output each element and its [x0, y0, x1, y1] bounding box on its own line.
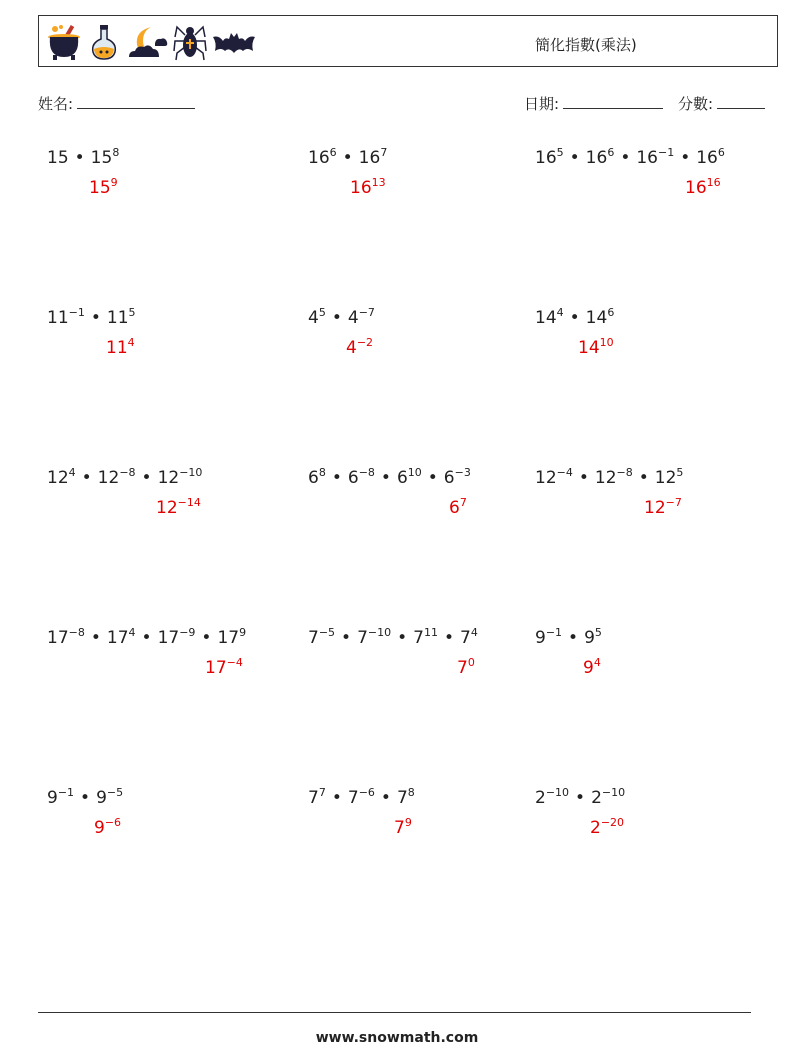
power-term: $12^{-8}$	[594, 466, 633, 488]
power-term: $17^{-4}$	[205, 656, 243, 678]
multiply-dot: •	[141, 628, 152, 648]
power-term: $6^7$	[449, 496, 467, 518]
multiply-dot: •	[342, 148, 353, 168]
power-term: $7^7$	[308, 786, 326, 808]
multiply-dot: •	[397, 628, 408, 648]
power-term: $17^9$	[217, 626, 247, 648]
problem-expression	[535, 468, 683, 488]
multiply-dot: •	[90, 628, 101, 648]
multiply-dot: •	[620, 148, 631, 168]
cauldron-icon	[45, 23, 83, 61]
power-term: $7^9$	[394, 816, 412, 838]
power-term: $9^{-5}$	[96, 786, 124, 808]
bat-icon	[211, 23, 257, 61]
power-term: $6^{-8}$	[347, 466, 375, 488]
problem-expression	[535, 788, 625, 808]
problem-expression	[535, 148, 725, 168]
power-term: $12^{-7}$	[644, 496, 682, 518]
answer-expression	[350, 178, 386, 198]
answer-expression	[94, 818, 121, 838]
power-term: $16^{16}$	[685, 176, 721, 198]
header-icons	[45, 22, 257, 62]
power-term: $14^6$	[585, 306, 615, 328]
multiply-dot: •	[380, 788, 391, 808]
answer-expression	[106, 338, 135, 358]
power-term: $12^5$	[654, 466, 684, 488]
multiply-dot: •	[331, 788, 342, 808]
power-term: $4^5$	[308, 306, 326, 328]
power-term: $9^5$	[584, 626, 602, 648]
potion-icon	[87, 23, 121, 61]
power-term: $16^6$	[585, 146, 615, 168]
power-term: $2^{-10}$	[591, 786, 626, 808]
power-term: $12^{-8}$	[97, 466, 136, 488]
multiply-dot: •	[578, 468, 589, 488]
power-term: $4^{-2}$	[346, 336, 374, 358]
answer-expression	[590, 818, 624, 838]
moon-icon	[125, 23, 169, 61]
power-term: $7^0$	[457, 656, 475, 678]
multiply-dot: •	[427, 468, 438, 488]
multiply-dot: •	[201, 628, 212, 648]
problem-expression	[308, 308, 375, 328]
date-blank[interactable]	[563, 94, 663, 109]
footer-url: www.snowmath.com	[315, 1030, 479, 1046]
multiply-dot: •	[141, 468, 152, 488]
power-term: $7^{11}$	[413, 626, 438, 648]
power-term: $17^{-9}$	[157, 626, 196, 648]
multiply-dot: •	[74, 148, 85, 168]
multiply-dot: •	[680, 148, 691, 168]
problem-expression	[47, 148, 119, 168]
date-label: 日期:	[524, 95, 560, 113]
multiply-dot: •	[81, 468, 92, 488]
answer-expression	[583, 658, 601, 678]
multiply-dot: •	[380, 468, 391, 488]
worksheet-header	[38, 15, 778, 67]
name-field[interactable]	[38, 93, 195, 114]
problem-expression	[535, 308, 614, 328]
power-term: $17^4$	[106, 626, 136, 648]
power-term: $16^7$	[358, 146, 388, 168]
power-term: 15	[47, 148, 69, 168]
multiply-dot: •	[569, 308, 580, 328]
power-term: $7^{-6}$	[347, 786, 375, 808]
power-term: $16^6$	[696, 146, 725, 168]
multiply-dot: •	[443, 628, 455, 648]
power-term: $11^4$	[106, 336, 135, 358]
power-term: $17^{-8}$	[47, 626, 85, 648]
power-term: $6^{10}$	[396, 466, 422, 488]
problem-expression	[47, 468, 202, 488]
power-term: $7^{-5}$	[308, 626, 336, 648]
multiply-dot: •	[575, 788, 586, 808]
answer-expression	[156, 498, 201, 518]
spider-icon	[173, 23, 207, 61]
multiply-dot: •	[90, 308, 101, 328]
problem-expression	[47, 628, 246, 648]
power-term: $14^4$	[535, 306, 564, 328]
power-term: $15^9$	[89, 176, 118, 198]
answer-expression	[205, 658, 243, 678]
problem-expression	[308, 468, 471, 488]
answer-expression	[449, 498, 467, 518]
power-term: $12^{-10}$	[157, 466, 203, 488]
footer-divider	[38, 1012, 751, 1013]
power-term: $6^8$	[308, 466, 326, 488]
power-term: $9^{-6}$	[94, 816, 122, 838]
power-term: $7^4$	[460, 626, 478, 648]
power-term: $9^{-1}$	[535, 626, 563, 648]
multiply-dot: •	[568, 628, 579, 648]
answer-expression	[578, 338, 614, 358]
power-term: $4^{-7}$	[347, 306, 375, 328]
date-field[interactable]	[524, 93, 663, 114]
power-term: $16^{-1}$	[636, 146, 675, 168]
power-term: $15^8$	[90, 146, 120, 168]
power-term: $12^{-4}$	[535, 466, 573, 488]
problem-expression	[308, 148, 387, 168]
power-term: $9^{-1}$	[47, 786, 75, 808]
score-blank[interactable]	[717, 94, 765, 109]
answer-expression	[394, 818, 412, 838]
multiply-dot: •	[331, 468, 342, 488]
power-term: $2^{-20}$	[590, 816, 625, 838]
answer-expression	[346, 338, 373, 358]
power-term: $2^{-10}$	[535, 786, 570, 808]
answer-expression	[644, 498, 682, 518]
power-term: $7^{-10}$	[357, 626, 392, 648]
power-term: $11^{-1}$	[47, 306, 85, 328]
problem-expression	[47, 788, 123, 808]
power-term: $16^6$	[308, 146, 337, 168]
power-term: $16^{13}$	[350, 176, 386, 198]
power-term: $12^{-14}$	[156, 496, 201, 518]
multiply-dot: •	[331, 308, 342, 328]
power-term: $11^5$	[106, 306, 136, 328]
multiply-dot: •	[341, 628, 352, 648]
answer-expression	[685, 178, 721, 198]
page-title: 簡化指數(乘法)	[535, 36, 637, 54]
answer-expression	[89, 178, 118, 198]
power-term: $14^{10}$	[578, 336, 614, 358]
score-label: 分數:	[678, 95, 714, 113]
power-term: $6^{-3}$	[443, 466, 471, 488]
score-field[interactable]	[678, 93, 765, 114]
problem-expression	[308, 628, 478, 648]
power-term: $9^4$	[583, 656, 601, 678]
name-label: 姓名:	[38, 95, 74, 113]
multiply-dot: •	[638, 468, 649, 488]
problem-expression	[308, 788, 415, 808]
multiply-dot: •	[80, 788, 91, 808]
power-term: $16^5$	[535, 146, 564, 168]
power-term: $12^4$	[47, 466, 76, 488]
multiply-dot: •	[569, 148, 580, 168]
problem-expression	[47, 308, 136, 328]
name-blank[interactable]	[77, 94, 195, 109]
power-term: $7^8$	[396, 786, 415, 808]
problem-expression	[535, 628, 602, 648]
answer-expression	[457, 658, 475, 678]
